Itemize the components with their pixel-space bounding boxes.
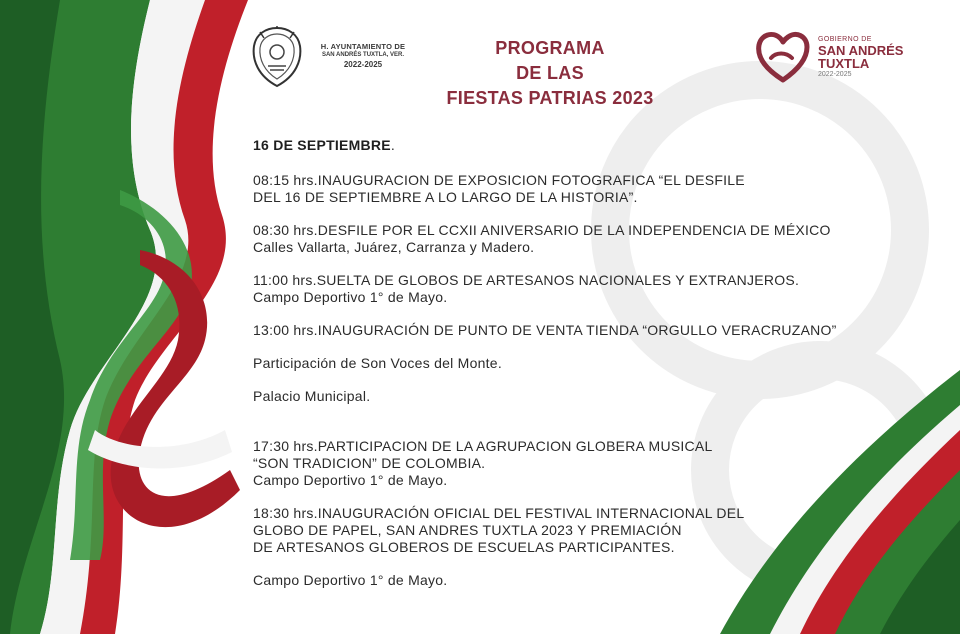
event-item: [253, 505, 913, 556]
ayuntamiento-line2: SAN ANDRÉS TUXTLA, VER.: [321, 52, 405, 58]
ayuntamiento-line1: H. AYUNTAMIENTO DE: [320, 42, 406, 51]
event-line: GLOBO DE PAPEL, SAN ANDRES TUXTLA 2023 Y PREMIACIÓN: [253, 522, 682, 538]
title-line-2: DE LAS: [516, 63, 584, 83]
event-item: [253, 355, 913, 372]
event-item: [253, 322, 913, 339]
event-line: 08:30 hrs.DESFILE POR EL CCXII ANIVERSARIO DE LA INDEPENDENCIA DE MÉXICO: [253, 222, 831, 238]
event-item: [253, 438, 913, 489]
event-line: 13:00 hrs.INAUGURACIÓN DE PUNTO DE VENTA TIENDA “ORGULLO VERACRUZANO”: [253, 322, 837, 338]
event-line: Campo Deportivo 1° de Mayo.: [253, 289, 448, 305]
event-line: 08:15 hrs.INAUGURACION DE EXPOSICION FOTOGRAFICA “EL DESFILE: [253, 172, 745, 188]
event-line: 17:30 hrs.PARTICIPACION DE LA AGRUPACION GLOBERA MUSICAL: [253, 438, 713, 454]
event-item: [253, 272, 913, 306]
program-date-label: 16 DE SEPTIEMBRE: [253, 137, 391, 153]
event-item: [253, 388, 913, 405]
gobierno-years: 2022-2025: [818, 71, 852, 78]
gobierno-label: [818, 36, 903, 78]
event-line: DE ARTESANOS GLOBEROS DE ESCUELAS PARTICIPANTES.: [253, 539, 675, 555]
event-line: Campo Deportivo 1° de Mayo.: [253, 572, 448, 588]
event-line: Palacio Municipal.: [253, 388, 371, 404]
ayuntamiento-label: [308, 42, 418, 69]
page-title: [430, 36, 670, 111]
event-line: DEL 16 DE SEPTIEMBRE A LO LARGO DE LA HISTORIA”.: [253, 189, 638, 205]
ayuntamiento-seal-icon: [250, 26, 304, 88]
gobierno-line1: GOBIERNO DE: [818, 36, 872, 43]
ayuntamiento-years: 2022-2025: [343, 60, 383, 69]
program-date-suffix: .: [390, 137, 395, 153]
event-line: “SON TRADICION” DE COLOMBIA.: [253, 455, 486, 471]
event-item: [253, 172, 913, 206]
event-line: Participación de Son Voces del Monte.: [253, 355, 502, 371]
event-item: [253, 222, 913, 256]
event-line: 11:00 hrs.SUELTA DE GLOBOS DE ARTESANOS NACIONALES Y EXTRANJEROS.: [253, 272, 800, 288]
event-line: Calles Vallarta, Juárez, Carranza y Madero.: [253, 239, 535, 255]
gobierno-line2: SAN ANDRÉS: [818, 43, 904, 58]
title-line-1: PROGRAMA: [495, 38, 605, 58]
title-line-3: FIESTAS PATRIAS 2023: [446, 88, 654, 108]
program-list: [253, 137, 913, 589]
gobierno-line3: TUXTLA: [818, 56, 870, 71]
event-item: [253, 572, 913, 589]
program-date: [253, 137, 913, 154]
heart-logo-icon: [754, 28, 812, 86]
event-line: 18:30 hrs.INAUGURACIÓN OFICIAL DEL FESTIVAL INTERNACIONAL DEL: [253, 505, 745, 521]
event-line: Campo Deportivo 1° de Mayo.: [253, 472, 448, 488]
